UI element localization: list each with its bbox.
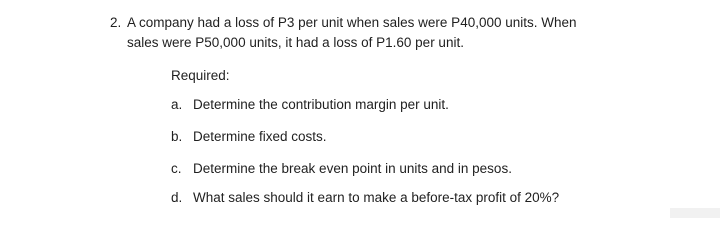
item-letter: d.	[171, 190, 183, 205]
required-heading: Required:	[171, 68, 230, 83]
item-text: Determine the contribution margin per unit.	[193, 97, 449, 112]
item-text: Determine the break even point in units and in pesos.	[193, 161, 512, 176]
requirement-item-d	[171, 188, 559, 207]
item-letter: b.	[171, 129, 183, 144]
question-text-line-2: sales were P50,000 units, it had a loss of P1.60 per unit.	[127, 35, 464, 50]
item-letter: a.	[171, 97, 183, 112]
requirement-item-a	[171, 95, 449, 114]
requirement-item-b	[171, 127, 327, 146]
item-letter: c.	[171, 161, 182, 176]
requirement-item-c	[171, 159, 512, 178]
item-text: What sales should it earn to make a before-tax profit of 20%?	[193, 190, 560, 205]
item-text: Determine fixed costs.	[193, 129, 327, 144]
question-number: 2.	[110, 15, 122, 30]
question-text-line-1: A company had a loss of P3 per unit when sales were P40,000 units. When	[127, 15, 577, 30]
scrollbar-corner	[670, 208, 720, 218]
